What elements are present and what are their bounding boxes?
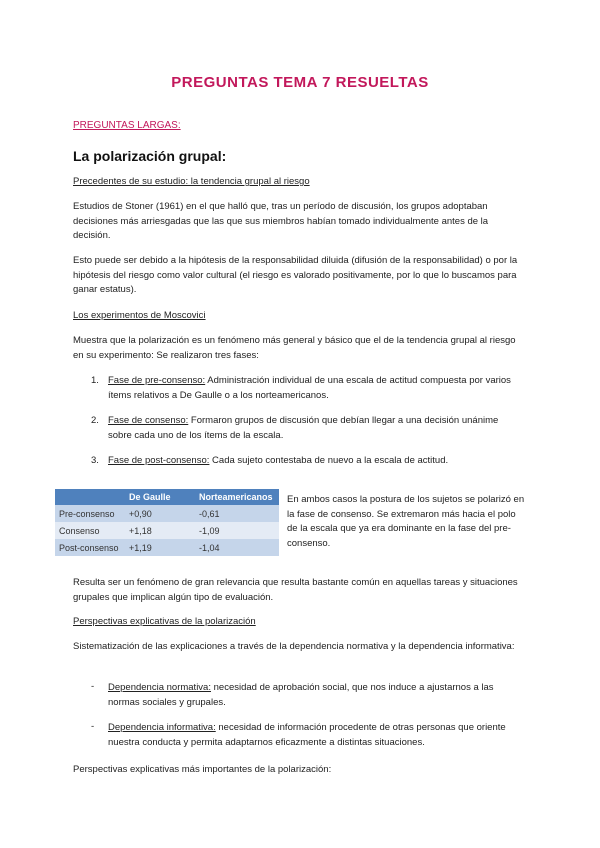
results-table (55, 489, 279, 556)
table-row (55, 522, 279, 539)
subheading-precedentes: Precedentes de su estudio: la tendencia grupal al riesgo (73, 176, 310, 187)
table-cell: -1,09 (195, 522, 279, 539)
dependency-term: Dependencia informativa: (108, 722, 216, 733)
phase-term: Fase de consenso: (108, 415, 189, 426)
table-note: En ambos casos la postura de los sujetos se polarizó en la fase de consenso. Se extremaron más hacia el polo de la escala que ya era dominante en la fase del pre-consenso. (287, 494, 525, 549)
document-title: PREGUNTAS TEMA 7 RESUELTAS (171, 74, 429, 91)
table-header: De Gaulle (125, 489, 195, 505)
table-cell: -0,61 (195, 505, 279, 522)
bullet-dash: - (91, 681, 95, 692)
table-cell: +1,19 (125, 539, 195, 556)
paragraph-relevancia: Resulta ser un fenómeno de gran relevancia que resulta bastante común en aquellas tareas y situaciones grupales que implican algún tipo de evaluación. (73, 577, 518, 603)
table-cell: +0,90 (125, 505, 195, 522)
list-number: 3. (91, 455, 99, 466)
paragraph-stoner: Estudios de Stoner (1961) en el que halló que, tras un período de discusión, los grupos adoptaban decisiones más arriesgadas que las que sus miembros habían tomado individualmente antes de la decisión. (73, 201, 489, 241)
phase-term: Fase de pre-consenso: (108, 375, 206, 386)
table-header-row (55, 489, 279, 505)
phase-text: Cada sujeto contestaba de nuevo a la escala de actitud. (209, 455, 449, 466)
section-heading: La polarización grupal: (73, 148, 227, 164)
table-cell: Consenso (55, 522, 125, 539)
subheading-perspectivas: Perspectivas explicativas de la polarización (73, 616, 256, 627)
list-item-dependencia-normativa (108, 681, 522, 710)
phase-text: Formaron grupos de discusión que debían llegar a una decisión unánime sobre cada uno de los ítems de la escala. (108, 415, 499, 441)
table-cell: -1,04 (195, 539, 279, 556)
dependency-term: Dependencia normativa: (108, 682, 211, 693)
dependency-text: necesidad de aprobación social, que nos induce a ajustarnos a las normas sociales y grupales. (108, 682, 494, 708)
dependency-text: necesidad de información procedente de otras personas que oriente nuestra conducta y permita adaptarnos eficazmente a distintas situaciones. (108, 722, 506, 748)
table-cell: +1,18 (125, 522, 195, 539)
paragraph-moscovici: Muestra que la polarización es un fenómeno más general y básico que el de la tendencia grupal al riesgo en su experimento: Se realizaron tres fases: (73, 335, 516, 361)
subheading-moscovici: Los experimentos de Moscovici (73, 310, 206, 321)
table-row (55, 505, 279, 522)
paragraph-hipotesis: Esto puede ser debido a la hipótesis de la responsabilidad diluida (difusión de la responsabilidad) o por la hipótesis del riesgo como valor cultural (el riesgo es valorado positivamente, por lo que lo buscamos para ganar estatus). (73, 255, 518, 295)
list-number: 2. (91, 415, 99, 426)
phase-term: Fase de post-consenso: (108, 455, 210, 466)
paragraph-sistematizacion: Sistematización de las explicaciones a través de la dependencia normativa y la dependencia informativa: (73, 641, 515, 652)
bullet-dash: - (91, 721, 95, 732)
paragraph-perspectivas-importantes: Perspectivas explicativas más importantes de la polarización: (73, 764, 332, 775)
list-number: 1. (91, 375, 99, 386)
table-cell: Post-consenso (55, 539, 125, 556)
phase-text: Administración individual de una escala de actitud compuesta por varios ítems relativos a De Gaulle o a los norteamericanos. (108, 375, 511, 401)
table-header (55, 489, 125, 505)
section-label: PREGUNTAS LARGAS: (73, 120, 181, 131)
list-item-dependencia-informativa (108, 721, 522, 750)
table-cell: Pre-consenso (55, 505, 125, 522)
table-row (55, 539, 279, 556)
table-header: Norteamericanos (195, 489, 279, 505)
